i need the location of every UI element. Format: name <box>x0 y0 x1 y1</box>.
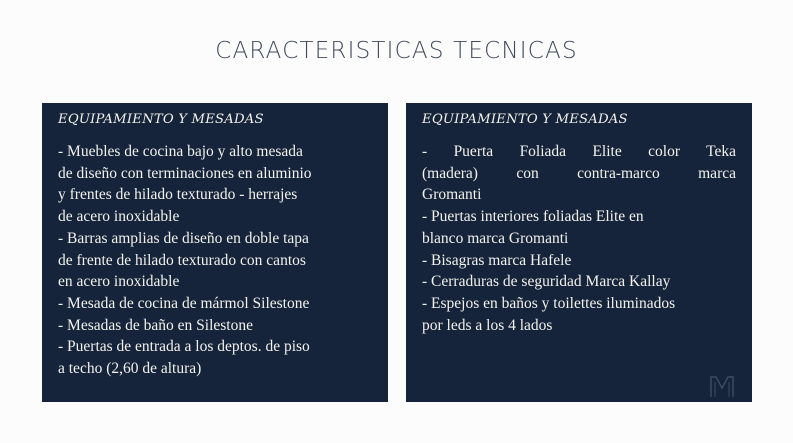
left-feature-panel <box>42 103 388 402</box>
right-panel-line: por leds a los 4 lados <box>422 316 553 334</box>
right-feature-panel <box>406 103 752 402</box>
right-panel-line: blanco marca Gromanti <box>422 229 569 247</box>
left-panel-line: - Mesadas de baño en Silestone <box>58 316 253 334</box>
right-panel-line: - Cerraduras de seguridad Marca Kallay <box>422 273 671 291</box>
right-panel-body <box>422 141 736 336</box>
left-panel-line: - Puertas de entrada a los deptos. de piso <box>58 338 310 356</box>
right-panel-line: - Puerta Foliada Elite color Teka <box>422 143 736 160</box>
left-panel-line: - Barras amplias de diseño en doble tapa <box>58 229 309 247</box>
left-panel-line: - Muebles de cocina bajo y alto mesada <box>58 143 303 160</box>
right-panel-heading: EQUIPAMIENTO Y MESADAS <box>422 112 628 127</box>
left-panel-line: y frentes de hilado texturado - herrajes <box>58 186 298 204</box>
left-panel-line: de acero inoxidable <box>58 208 180 226</box>
right-panel-line: Gromanti <box>422 186 482 204</box>
page-title: CARACTERISTICAS TECNICAS <box>215 38 578 64</box>
left-panel-line: de frente de hilado texturado con cantos <box>58 251 306 269</box>
brand-monogram-icon <box>709 374 735 398</box>
left-panel-body <box>58 141 372 380</box>
right-panel-line: - Espejos en baños y toilettes iluminados <box>422 294 676 312</box>
left-panel-line: en acero inoxidable <box>58 273 180 291</box>
right-panel-line: - Bisagras marca Hafele <box>422 251 572 269</box>
left-panel-line: - Mesada de cocina de mármol Silestone <box>58 294 310 312</box>
right-panel-line: - Puertas interiores foliadas Elite en <box>422 208 644 226</box>
left-panel-line: de diseño con terminaciones en aluminio <box>58 164 312 182</box>
left-panel-heading: EQUIPAMIENTO Y MESADAS <box>58 112 264 127</box>
right-panel-line: (madera) con contra-marco marca <box>422 164 736 182</box>
left-panel-line: a techo (2,60 de altura) <box>58 360 202 378</box>
